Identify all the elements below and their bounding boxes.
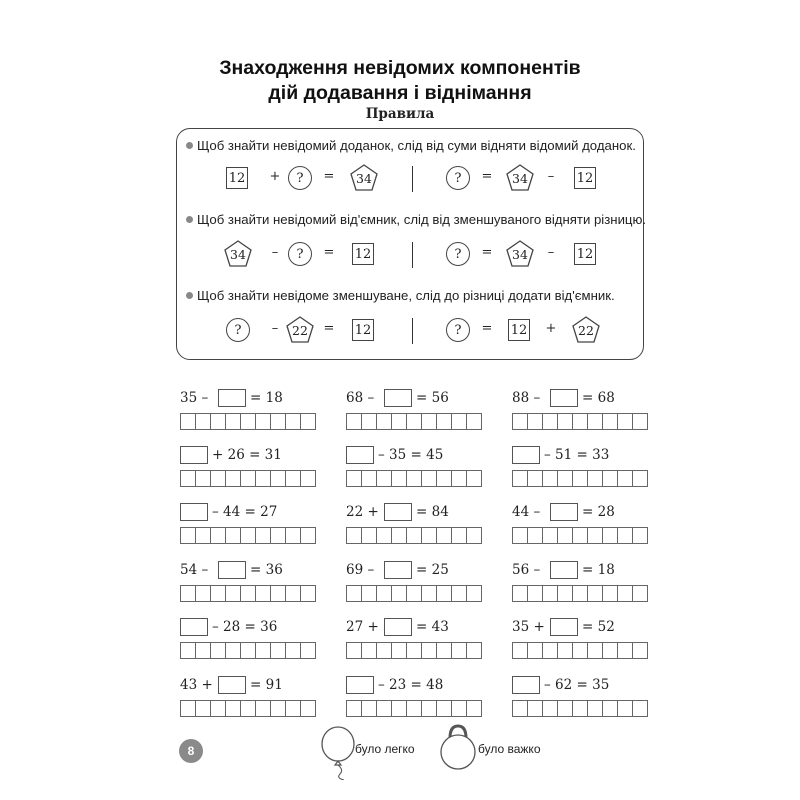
grid-cell[interactable] xyxy=(587,642,603,659)
grid-cell[interactable] xyxy=(512,585,528,602)
grid-cell[interactable] xyxy=(406,527,422,544)
grid-cell[interactable] xyxy=(602,642,618,659)
grid-cell[interactable] xyxy=(572,585,588,602)
rule-2-right-pentagon: 34 xyxy=(506,240,534,266)
grid-cell[interactable] xyxy=(240,470,256,487)
title-line-1: Знаходження невідомих компонентів xyxy=(219,57,581,79)
grid-cell[interactable] xyxy=(195,642,211,659)
answer-blank[interactable] xyxy=(346,446,374,464)
grid-cell[interactable] xyxy=(587,413,603,430)
answer-grid xyxy=(180,527,315,544)
grid-cell[interactable] xyxy=(270,413,286,430)
grid-cell[interactable] xyxy=(421,527,437,544)
rule-1-left-operator: + xyxy=(269,169,281,184)
grid-cell[interactable] xyxy=(617,527,633,544)
answer-grid xyxy=(512,527,647,544)
grid-cell[interactable] xyxy=(391,642,407,659)
grid-cell[interactable] xyxy=(346,470,362,487)
answer-grid xyxy=(512,470,647,487)
answer-grid xyxy=(346,585,481,602)
balloon-icon[interactable] xyxy=(318,724,360,780)
grid-cell[interactable] xyxy=(361,700,377,717)
grid-cell[interactable] xyxy=(270,527,286,544)
grid-cell[interactable] xyxy=(542,413,558,430)
grid-cell[interactable] xyxy=(210,642,226,659)
exercise-1-1 xyxy=(180,389,320,409)
bullet-icon xyxy=(186,292,193,299)
rule-3-left-square: 12 xyxy=(352,319,374,341)
exercise-5-1 xyxy=(180,618,320,638)
page-title xyxy=(0,56,800,106)
answer-blank[interactable] xyxy=(550,389,578,407)
grid-cell[interactable] xyxy=(225,585,241,602)
grid-cell[interactable] xyxy=(255,470,271,487)
answer-grid xyxy=(346,700,481,717)
rule-text-label: Щоб знайти невідоме зменшуване, слід до різниці додати від'ємник. xyxy=(197,288,615,303)
exercise-5-2 xyxy=(346,618,486,638)
grid-cell[interactable] xyxy=(587,585,603,602)
grid-cell[interactable] xyxy=(255,642,271,659)
grid-cell[interactable] xyxy=(195,470,211,487)
exercise-3-3 xyxy=(512,503,652,523)
exercise-right-part: = 18 xyxy=(582,562,615,578)
grid-cell[interactable] xyxy=(285,413,301,430)
rule-1-right-circle: ? xyxy=(446,166,470,190)
grid-cell[interactable] xyxy=(466,700,482,717)
grid-cell[interactable] xyxy=(451,413,467,430)
grid-cell[interactable] xyxy=(300,413,316,430)
rule-1-right-operator: – xyxy=(547,169,555,184)
grid-cell[interactable] xyxy=(542,642,558,659)
grid-cell[interactable] xyxy=(617,700,633,717)
grid-cell[interactable] xyxy=(361,585,377,602)
grid-cell[interactable] xyxy=(436,413,452,430)
grid-cell[interactable] xyxy=(542,527,558,544)
grid-cell[interactable] xyxy=(421,413,437,430)
exercise-left-operand: 43 + xyxy=(180,677,213,693)
grid-cell[interactable] xyxy=(451,470,467,487)
exercise-right-part: – 62 = 35 xyxy=(544,677,610,693)
answer-grid xyxy=(512,413,647,430)
grid-cell[interactable] xyxy=(421,700,437,717)
grid-cell[interactable] xyxy=(436,700,452,717)
easy-label[interactable]: було легко xyxy=(355,742,415,756)
exercise-4-3 xyxy=(512,561,652,581)
grid-cell[interactable] xyxy=(617,642,633,659)
grid-cell[interactable] xyxy=(436,470,452,487)
grid-cell[interactable] xyxy=(602,413,618,430)
grid-cell[interactable] xyxy=(210,527,226,544)
grid-cell[interactable] xyxy=(240,527,256,544)
title-line-2: дій додавання і віднімання xyxy=(268,82,532,104)
grid-cell[interactable] xyxy=(391,585,407,602)
exercise-right-part: = 25 xyxy=(416,562,449,578)
grid-cell[interactable] xyxy=(270,642,286,659)
rule-1-left-pentagon: 34 xyxy=(350,164,378,190)
grid-cell[interactable] xyxy=(512,470,528,487)
rule-2-left-square: 12 xyxy=(352,243,374,265)
grid-cell[interactable] xyxy=(376,585,392,602)
grid-cell[interactable] xyxy=(210,470,226,487)
rule-2-left-operator: – xyxy=(271,245,279,260)
rule-2-left-pentagon: 34 xyxy=(224,240,252,266)
grid-cell[interactable] xyxy=(225,470,241,487)
grid-cell[interactable] xyxy=(406,413,422,430)
grid-cell[interactable] xyxy=(587,527,603,544)
answer-grid xyxy=(346,470,481,487)
rule-3-left-circle: ? xyxy=(226,318,250,342)
rule-3-left-pentagon: 22 xyxy=(286,316,314,342)
grid-cell[interactable] xyxy=(587,470,603,487)
grid-cell[interactable] xyxy=(391,527,407,544)
grid-cell[interactable] xyxy=(421,642,437,659)
rule-3-right-pentagon: 22 xyxy=(572,316,600,342)
grid-cell[interactable] xyxy=(300,470,316,487)
grid-cell[interactable] xyxy=(466,527,482,544)
exercise-left-operand: 56 – xyxy=(512,562,541,578)
grid-cell[interactable] xyxy=(240,413,256,430)
grid-cell[interactable] xyxy=(451,527,467,544)
grid-cell[interactable] xyxy=(285,527,301,544)
grid-cell[interactable] xyxy=(572,642,588,659)
grid-cell[interactable] xyxy=(195,413,211,430)
grid-cell[interactable] xyxy=(391,413,407,430)
grid-cell[interactable] xyxy=(512,527,528,544)
grid-cell[interactable] xyxy=(602,527,618,544)
exercise-right-part: + 26 = 31 xyxy=(212,447,282,463)
rule-text-3 xyxy=(186,288,615,303)
page-number: 8 xyxy=(179,739,203,763)
grid-cell[interactable] xyxy=(346,413,362,430)
grid-cell[interactable] xyxy=(512,413,528,430)
grid-cell[interactable] xyxy=(376,470,392,487)
exercise-left-operand: 44 – xyxy=(512,504,541,520)
exercise-right-part: = 56 xyxy=(416,390,449,406)
answer-blank[interactable] xyxy=(384,503,412,521)
grid-cell[interactable] xyxy=(285,470,301,487)
rule-text-label: Щоб знайти невідомий від'ємник, слід від зменшуваного відняти різницю. xyxy=(197,212,647,227)
exercise-right-part: = 91 xyxy=(250,677,283,693)
grid-cell[interactable] xyxy=(632,700,648,717)
bullet-icon xyxy=(186,142,193,149)
grid-cell[interactable] xyxy=(346,700,362,717)
exercise-right-part: – 44 = 27 xyxy=(212,504,278,520)
grid-cell[interactable] xyxy=(361,413,377,430)
grid-cell[interactable] xyxy=(436,642,452,659)
grid-cell[interactable] xyxy=(195,700,211,717)
rule-1-right-square: 12 xyxy=(574,167,596,189)
rule-1-right-operator: = xyxy=(481,169,493,184)
answer-grid xyxy=(512,642,647,659)
exercise-left-operand: 88 – xyxy=(512,390,541,406)
rule-1-left-square: 12 xyxy=(226,167,248,189)
grid-cell[interactable] xyxy=(391,470,407,487)
rule-1-right-pentagon: 34 xyxy=(506,164,534,190)
grid-cell[interactable] xyxy=(225,700,241,717)
answer-blank[interactable] xyxy=(384,618,412,636)
grid-cell[interactable] xyxy=(270,585,286,602)
grid-cell[interactable] xyxy=(572,413,588,430)
grid-cell[interactable] xyxy=(361,527,377,544)
grid-cell[interactable] xyxy=(180,642,196,659)
grid-cell[interactable] xyxy=(451,700,467,717)
exercise-2-3 xyxy=(512,446,652,466)
exercise-right-part: – 28 = 36 xyxy=(212,619,278,635)
grid-cell[interactable] xyxy=(572,527,588,544)
grid-cell[interactable] xyxy=(617,585,633,602)
exercise-2-1 xyxy=(180,446,320,466)
answer-blank[interactable] xyxy=(550,503,578,521)
rule-3-right-operator: = xyxy=(481,321,493,336)
grid-cell[interactable] xyxy=(466,642,482,659)
grid-cell[interactable] xyxy=(632,470,648,487)
answer-blank[interactable] xyxy=(180,503,208,521)
exercise-right-part: = 28 xyxy=(582,504,615,520)
grid-cell[interactable] xyxy=(466,585,482,602)
answer-blank[interactable] xyxy=(346,676,374,694)
answer-grid xyxy=(180,700,315,717)
answer-blank[interactable] xyxy=(384,389,412,407)
grid-cell[interactable] xyxy=(180,585,196,602)
grid-cell[interactable] xyxy=(572,470,588,487)
exercise-4-1 xyxy=(180,561,320,581)
exercise-right-part: = 18 xyxy=(250,390,283,406)
grid-cell[interactable] xyxy=(557,413,573,430)
rule-text-1 xyxy=(186,138,636,153)
answer-blank[interactable] xyxy=(384,561,412,579)
exercise-1-2 xyxy=(346,389,486,409)
grid-cell[interactable] xyxy=(346,585,362,602)
grid-cell[interactable] xyxy=(285,700,301,717)
grid-cell[interactable] xyxy=(255,700,271,717)
grid-cell[interactable] xyxy=(557,527,573,544)
rule-divider xyxy=(412,318,413,344)
exercise-right-part: = 52 xyxy=(582,619,615,635)
grid-cell[interactable] xyxy=(557,642,573,659)
grid-cell[interactable] xyxy=(406,700,422,717)
grid-cell[interactable] xyxy=(285,585,301,602)
grid-cell[interactable] xyxy=(300,642,316,659)
grid-cell[interactable] xyxy=(195,585,211,602)
grid-cell[interactable] xyxy=(617,413,633,430)
grid-cell[interactable] xyxy=(542,585,558,602)
grid-cell[interactable] xyxy=(195,527,211,544)
answer-grid xyxy=(346,642,481,659)
exercise-left-operand: 35 – xyxy=(180,390,209,406)
grid-cell[interactable] xyxy=(557,470,573,487)
rule-text-label: Щоб знайти невідомий доданок, слід від суми відняти відомий доданок. xyxy=(197,138,636,153)
grid-cell[interactable] xyxy=(376,642,392,659)
rule-2-right-square: 12 xyxy=(574,243,596,265)
exercise-6-2 xyxy=(346,676,486,696)
answer-blank[interactable] xyxy=(550,561,578,579)
grid-cell[interactable] xyxy=(376,700,392,717)
answer-blank[interactable] xyxy=(218,676,246,694)
grid-cell[interactable] xyxy=(527,700,543,717)
grid-cell[interactable] xyxy=(451,642,467,659)
grid-cell[interactable] xyxy=(225,642,241,659)
grid-cell[interactable] xyxy=(406,470,422,487)
grid-cell[interactable] xyxy=(632,642,648,659)
grid-cell[interactable] xyxy=(572,700,588,717)
grid-cell[interactable] xyxy=(406,585,422,602)
grid-cell[interactable] xyxy=(255,413,271,430)
grid-cell[interactable] xyxy=(557,700,573,717)
grid-cell[interactable] xyxy=(346,527,362,544)
grid-cell[interactable] xyxy=(255,585,271,602)
rule-3-right-circle: ? xyxy=(446,318,470,342)
answer-grid xyxy=(512,585,647,602)
exercise-right-part: = 68 xyxy=(582,390,615,406)
answer-grid xyxy=(512,700,647,717)
grid-cell[interactable] xyxy=(406,642,422,659)
grid-cell[interactable] xyxy=(512,642,528,659)
grid-cell[interactable] xyxy=(180,527,196,544)
grid-cell[interactable] xyxy=(542,470,558,487)
grid-cell[interactable] xyxy=(632,413,648,430)
answer-grid xyxy=(346,527,481,544)
answer-blank[interactable] xyxy=(512,676,540,694)
grid-cell[interactable] xyxy=(617,470,633,487)
grid-cell[interactable] xyxy=(542,700,558,717)
exercise-3-1 xyxy=(180,503,320,523)
grid-cell[interactable] xyxy=(225,527,241,544)
answer-grid xyxy=(180,470,315,487)
grid-cell[interactable] xyxy=(421,585,437,602)
answer-blank[interactable] xyxy=(550,618,578,636)
exercise-5-3 xyxy=(512,618,652,638)
grid-cell[interactable] xyxy=(527,470,543,487)
grid-cell[interactable] xyxy=(602,470,618,487)
hard-label[interactable]: було важко xyxy=(478,742,541,756)
rule-text-2 xyxy=(186,212,646,227)
exercise-left-operand: 35 + xyxy=(512,619,545,635)
grid-cell[interactable] xyxy=(300,527,316,544)
rule-3-left-operator: = xyxy=(323,321,335,336)
grid-cell[interactable] xyxy=(527,585,543,602)
kettlebell-icon[interactable] xyxy=(438,722,478,772)
grid-cell[interactable] xyxy=(180,470,196,487)
grid-cell[interactable] xyxy=(180,413,196,430)
answer-blank[interactable] xyxy=(218,389,246,407)
grid-cell[interactable] xyxy=(376,413,392,430)
answer-blank[interactable] xyxy=(180,446,208,464)
grid-cell[interactable] xyxy=(361,470,377,487)
exercise-right-part: = 36 xyxy=(250,562,283,578)
grid-cell[interactable] xyxy=(421,470,437,487)
rule-divider xyxy=(412,242,413,268)
answer-blank[interactable] xyxy=(218,561,246,579)
grid-cell[interactable] xyxy=(255,527,271,544)
exercise-left-operand: 68 – xyxy=(346,390,375,406)
answer-grid xyxy=(180,585,315,602)
rule-1-left-circle: ? xyxy=(288,166,312,190)
exercise-left-operand: 27 + xyxy=(346,619,379,635)
grid-cell[interactable] xyxy=(557,585,573,602)
exercise-right-part: – 23 = 48 xyxy=(378,677,444,693)
grid-cell[interactable] xyxy=(376,527,392,544)
grid-cell[interactable] xyxy=(270,470,286,487)
grid-cell[interactable] xyxy=(210,413,226,430)
grid-cell[interactable] xyxy=(632,585,648,602)
grid-cell[interactable] xyxy=(527,642,543,659)
grid-cell[interactable] xyxy=(466,413,482,430)
grid-cell[interactable] xyxy=(527,413,543,430)
grid-cell[interactable] xyxy=(602,585,618,602)
exercise-left-operand: 54 – xyxy=(180,562,209,578)
bullet-icon xyxy=(186,216,193,223)
grid-cell[interactable] xyxy=(587,700,603,717)
answer-grid xyxy=(346,413,481,430)
rule-2-right-operator: – xyxy=(547,245,555,260)
grid-cell[interactable] xyxy=(180,700,196,717)
exercise-right-part: = 43 xyxy=(416,619,449,635)
exercise-right-part: = 84 xyxy=(416,504,449,520)
rule-3-left-operator: – xyxy=(271,321,279,336)
grid-cell[interactable] xyxy=(225,413,241,430)
grid-cell[interactable] xyxy=(602,700,618,717)
grid-cell[interactable] xyxy=(466,470,482,487)
rule-3-right-operator: + xyxy=(545,321,557,336)
grid-cell[interactable] xyxy=(300,585,316,602)
grid-cell[interactable] xyxy=(270,700,286,717)
rules-heading: Правила xyxy=(365,106,435,122)
grid-cell[interactable] xyxy=(285,642,301,659)
grid-cell[interactable] xyxy=(361,642,377,659)
grid-cell[interactable] xyxy=(346,642,362,659)
answer-blank[interactable] xyxy=(180,618,208,636)
grid-cell[interactable] xyxy=(436,527,452,544)
answer-grid xyxy=(180,642,315,659)
grid-cell[interactable] xyxy=(210,700,226,717)
grid-cell[interactable] xyxy=(240,585,256,602)
exercise-left-operand: 69 – xyxy=(346,562,375,578)
rule-1-left-operator: = xyxy=(323,169,335,184)
grid-cell[interactable] xyxy=(451,585,467,602)
rule-2-left-circle: ? xyxy=(288,242,312,266)
exercise-left-operand: 22 + xyxy=(346,504,379,520)
grid-cell[interactable] xyxy=(240,700,256,717)
grid-cell[interactable] xyxy=(436,585,452,602)
rule-divider xyxy=(412,166,413,192)
exercise-3-2 xyxy=(346,503,486,523)
rule-2-right-operator: = xyxy=(481,245,493,260)
grid-cell[interactable] xyxy=(210,585,226,602)
grid-cell[interactable] xyxy=(240,642,256,659)
exercise-right-part: – 51 = 33 xyxy=(544,447,610,463)
grid-cell[interactable] xyxy=(300,700,316,717)
rule-3-right-square: 12 xyxy=(508,319,530,341)
grid-cell[interactable] xyxy=(527,527,543,544)
exercise-6-1 xyxy=(180,676,320,696)
grid-cell[interactable] xyxy=(391,700,407,717)
grid-cell[interactable] xyxy=(512,700,528,717)
exercise-2-2 xyxy=(346,446,486,466)
exercise-1-3 xyxy=(512,389,652,409)
grid-cell[interactable] xyxy=(632,527,648,544)
exercise-right-part: – 35 = 45 xyxy=(378,447,444,463)
answer-blank[interactable] xyxy=(512,446,540,464)
rule-2-left-operator: = xyxy=(323,245,335,260)
exercise-4-2 xyxy=(346,561,486,581)
rule-2-right-circle: ? xyxy=(446,242,470,266)
answer-grid xyxy=(180,413,315,430)
exercise-6-3 xyxy=(512,676,652,696)
